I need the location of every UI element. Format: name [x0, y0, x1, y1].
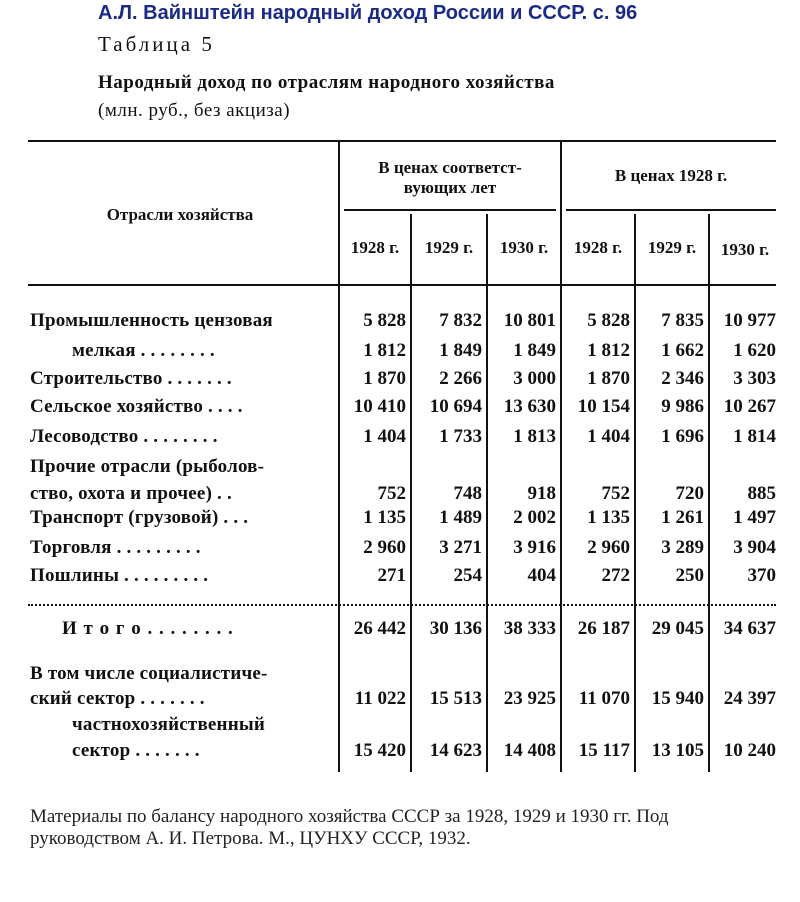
col-divider-6	[708, 214, 710, 772]
col-divider-4	[560, 142, 562, 772]
year-header: 1930 г.	[720, 240, 770, 259]
table-units: (млн. руб., без акциза)	[98, 100, 291, 121]
table-cell: 7 832	[439, 310, 482, 331]
table-cell: 748	[453, 483, 482, 504]
table-cell: 10 801	[503, 310, 556, 331]
table-cell: 885	[747, 483, 776, 504]
table-cell: 1 620	[733, 340, 776, 361]
table-cell: 1 870	[363, 368, 406, 389]
table-cell: 15 117	[578, 740, 630, 761]
table-cell: 3 904	[733, 537, 776, 558]
row-label: Торговля . . . . . . . . .	[30, 537, 201, 558]
row-label: Строительство . . . . . . .	[30, 368, 232, 389]
source-title: А.Л. Вайнштейн народный доход России и СССР. с. 96	[98, 2, 638, 24]
table-cell: 14 623	[429, 740, 482, 761]
table-cell: 15 513	[429, 688, 482, 709]
table-cell: 254	[453, 565, 482, 586]
group-rule-2	[566, 209, 776, 211]
table-title: Народный доход по отраслям народного хозяйства	[98, 72, 555, 93]
col-divider-1	[338, 142, 340, 772]
table-cell: 7 835	[661, 310, 704, 331]
total-separator-rule	[28, 604, 776, 607]
row-label: сектор . . . . . . .	[72, 740, 200, 761]
table-cell: 1 404	[587, 426, 630, 447]
table-cell: 24 397	[723, 688, 776, 709]
table-cell: 1 814	[733, 426, 776, 447]
group-1928-prices: В ценах 1928 г.	[614, 166, 728, 185]
table-cell: 2 346	[661, 368, 704, 389]
table-cell: 38 333	[503, 618, 556, 639]
table-cell: 250	[675, 565, 704, 586]
table-cell: 1 404	[363, 426, 406, 447]
table-cell: 30 136	[429, 618, 482, 639]
col-divider-2	[410, 214, 412, 772]
table-cell: 1 497	[733, 507, 776, 528]
table-cell: 10 154	[577, 396, 630, 417]
header-bottom-rule	[28, 284, 776, 286]
table-cell: 1 849	[513, 340, 556, 361]
table-cell: 3 916	[513, 537, 556, 558]
year-header: 1930 г.	[499, 238, 549, 257]
year-header: 1928 г.	[573, 238, 623, 257]
col-divider-3	[486, 214, 488, 772]
table-cell: 3 000	[513, 368, 556, 389]
table-cell: 1 812	[587, 340, 630, 361]
table-cell: 11 022	[354, 688, 406, 709]
table-cell: 13 105	[651, 740, 704, 761]
row-label: ство, охота и прочее) . .	[30, 483, 232, 504]
table-cell: 1 733	[439, 426, 482, 447]
table-cell: 272	[601, 565, 630, 586]
row-label: В том числе социалистиче-	[30, 663, 268, 684]
table-cell: 1 489	[439, 507, 482, 528]
table-top-rule	[28, 140, 776, 142]
table-cell: 15 940	[651, 688, 704, 709]
row-label: частнохозяйственный	[72, 714, 266, 735]
row-label: Промышленность цензовая	[30, 310, 273, 331]
table-cell: 10 240	[723, 740, 776, 761]
table-cell: 404	[527, 565, 556, 586]
table-cell: 1 813	[513, 426, 556, 447]
row-label: И т о г о . . . . . . . .	[62, 618, 234, 639]
table-cell: 9 986	[661, 396, 704, 417]
table-cell: 1 135	[363, 507, 406, 528]
table-cell: 23 925	[503, 688, 556, 709]
table-cell: 1 662	[661, 340, 704, 361]
table-cell: 720	[675, 483, 704, 504]
year-header: 1929 г.	[647, 238, 697, 257]
row-label: мелкая . . . . . . . .	[72, 340, 215, 361]
table-cell: 2 002	[513, 507, 556, 528]
table-cell: 5 828	[587, 310, 630, 331]
year-header: 1928 г.	[350, 238, 400, 257]
table-cell: 2 960	[587, 537, 630, 558]
table-cell: 1 696	[661, 426, 704, 447]
table-cell: 3 303	[733, 368, 776, 389]
group-current-prices-line2: вующих лет	[403, 178, 497, 197]
table-cell: 26 442	[353, 618, 406, 639]
table-cell: 14 408	[503, 740, 556, 761]
row-label: ский сектор . . . . . . .	[30, 688, 205, 709]
table-cell: 29 045	[651, 618, 704, 639]
table-cell: 5 828	[363, 310, 406, 331]
group-rule-1	[344, 209, 556, 211]
table-cell: 15 420	[353, 740, 406, 761]
table-cell: 34 637	[723, 618, 776, 639]
table-cell: 10 410	[353, 396, 406, 417]
table-cell: 3 289	[661, 537, 704, 558]
table-cell: 1 849	[439, 340, 482, 361]
table-cell: 13 630	[503, 396, 556, 417]
table-cell: 1 870	[587, 368, 630, 389]
col-divider-5	[634, 214, 636, 772]
table-cell: 1 135	[587, 507, 630, 528]
table-cell: 752	[601, 483, 630, 504]
group-current-prices-line1: В ценах соответст-	[378, 158, 522, 177]
table-cell: 2 266	[439, 368, 482, 389]
table-cell: 752	[377, 483, 406, 504]
table-cell: 11 070	[578, 688, 630, 709]
table-number: Таблица 5	[98, 32, 215, 56]
table-cell: 10 267	[723, 396, 776, 417]
row-label: Транспорт (грузовой) . . .	[30, 507, 249, 528]
table-cell: 1 812	[363, 340, 406, 361]
branch-column-header: Отрасли хозяйства	[106, 205, 254, 224]
year-header: 1929 г.	[424, 238, 474, 257]
table-cell: 3 271	[439, 537, 482, 558]
table-cell: 10 977	[723, 310, 776, 331]
table-cell: 10 694	[429, 396, 482, 417]
row-label: Сельское хозяйство . . . .	[30, 396, 243, 417]
row-label: Лесоводство . . . . . . . .	[30, 426, 218, 447]
row-label: Пошлины . . . . . . . . .	[30, 565, 209, 586]
table-cell: 1 261	[661, 507, 704, 528]
row-label: Прочие отрасли (рыболов-	[30, 456, 265, 477]
table-cell: 271	[377, 565, 406, 586]
table-cell: 918	[527, 483, 556, 504]
table-cell: 2 960	[363, 537, 406, 558]
table-cell: 26 187	[577, 618, 630, 639]
footnote-source: Материалы по балансу народного хозяйства СССР за 1928, 1929 и 1930 гг. Под руководством А. И. Петрова. М., ЦУНХУ СССР, 1932.	[30, 806, 669, 849]
table-cell: 370	[747, 565, 776, 586]
